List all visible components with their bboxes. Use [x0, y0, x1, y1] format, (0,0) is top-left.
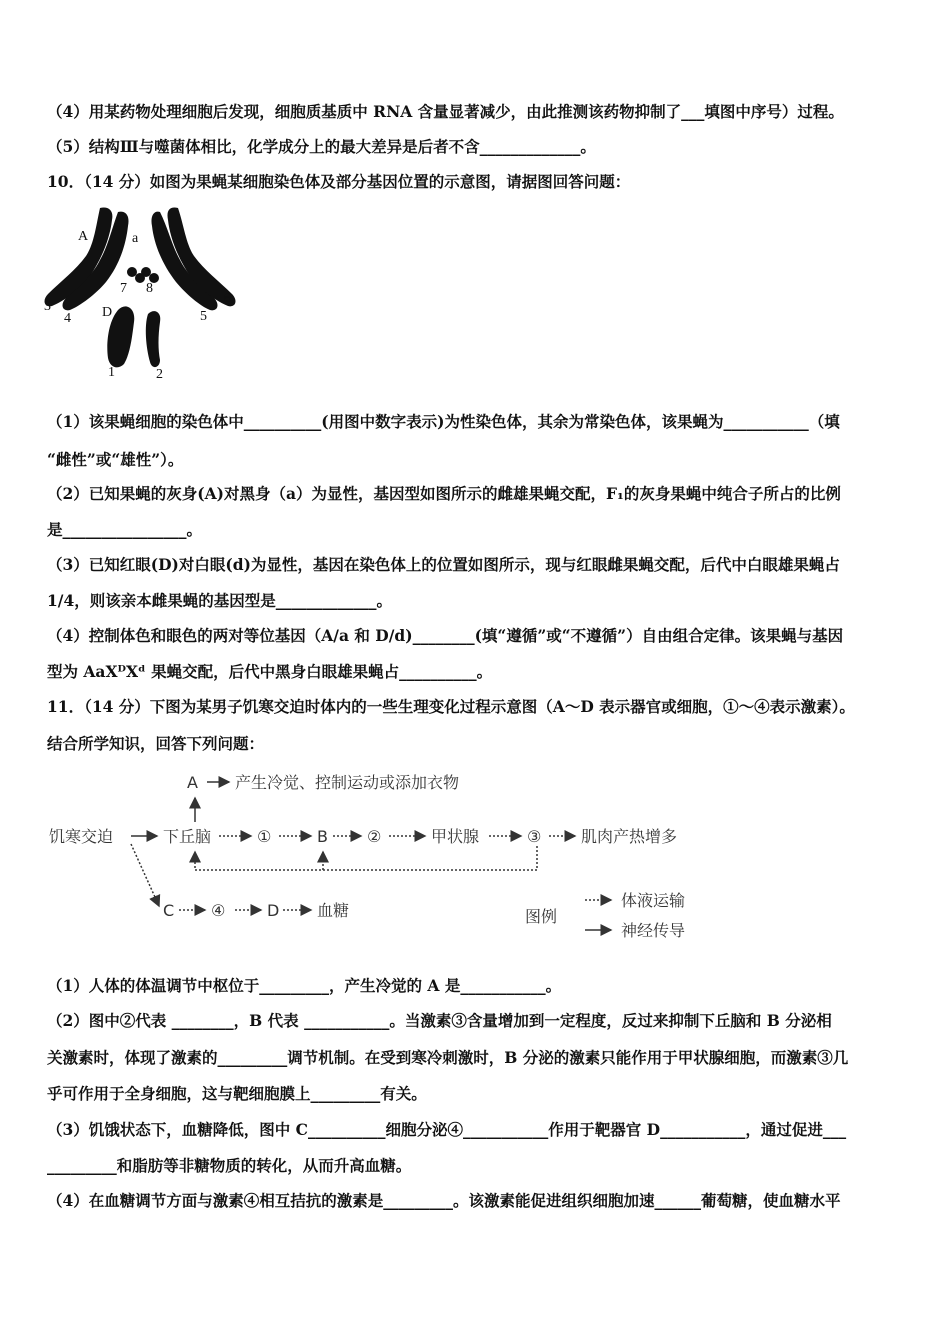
num-7: 7: [120, 281, 127, 296]
node-A: A: [187, 773, 198, 792]
q11-part3b: _________和脂肪等非糖物质的转化，从而升高血糖。: [47, 1156, 412, 1175]
node-A-effect: 产生冷觉、控制运动或添加衣物: [235, 773, 460, 792]
node-blood-sugar: 血糖: [317, 901, 350, 920]
num-1: 1: [108, 365, 115, 380]
q11-part1: （1）人体的体温调节中枢位于_________，产生冷觉的 A 是___________。: [47, 976, 562, 995]
q10-part2a: （2）已知果蝇的灰身(A)对黑身（a）为显性，基因型如图所示的雌雄果蝇交配，F₁的灰身果蝇中纯合子所占的比例: [47, 484, 841, 503]
q11-part4: （4）在血糖调节方面与激素④相互拮抗的激素是_________。该激素能促进组织细胞加速______葡萄糖，使血糖水平: [47, 1191, 841, 1210]
q10-part4b: 型为 AaXᴰXᵈ 果蝇交配，后代中黑身白眼雄果蝇占__________。: [47, 662, 493, 681]
num-4: 4: [64, 311, 71, 326]
node-hormone-4: ④: [211, 901, 226, 920]
q11-part2a: （2）图中②代表 ________，B 代表 ___________。当激素③含量增加到一定程度，反过来抑制下丘脑和 B 分泌相: [47, 1011, 832, 1030]
q10-part1b: “雌性”或“雄性”）。: [47, 450, 184, 469]
num-6: 6: [224, 291, 231, 306]
q10-part1a: （1）该果蝇细胞的染色体中__________(用图中数字表示)为性染色体，其余为常染色体，该果蝇为___________（填: [47, 412, 840, 431]
q10-part3b: 1/4，则该亲本雌果蝇的基因型是_____________。: [47, 591, 392, 610]
gene-D: D: [102, 305, 113, 320]
q11-heading: 11．（14 分）下图为某男子饥寒交迫时体内的一些生理变化过程示意图（A～D 表示器官或细胞，①～④表示激素）。: [47, 697, 855, 716]
q10-part2b: 是________________。: [47, 520, 203, 539]
gene-A: A: [78, 229, 89, 244]
q10-part4a: （4）控制体色和眼色的两对等位基因（A/a 和 D/d)________(填“遵循”或“不遵循”）自由组合定律。该果蝇与基因: [47, 626, 844, 645]
node-thyroid: 甲状腺: [431, 827, 480, 846]
node-hormone-1: ①: [257, 827, 272, 846]
num-5: 5: [200, 309, 207, 324]
node-D: D: [267, 901, 280, 920]
num-2: 2: [156, 367, 163, 382]
node-cold-hunger: 饥寒交迫: [49, 827, 114, 846]
node-C: C: [163, 901, 175, 920]
node-hypothalamus: 下丘脑: [163, 827, 212, 846]
q10-heading-text: 10．（14 分）如图为果蝇某细胞染色体及部分基因位置的示意图，请据图回答问题：: [47, 172, 631, 191]
num-3: 3: [44, 299, 51, 314]
chromosome-figure: [40, 198, 240, 383]
gene-a: a: [132, 231, 139, 246]
q11-part2b: 关激素时，体现了激素的_________调节机制。在受到寒冷刺激时，B 分泌的激素只能作用于甲状腺细胞，而激素③几: [47, 1048, 849, 1067]
legend-title: 图例: [525, 907, 558, 926]
node-hormone-3: ③: [527, 827, 542, 846]
chromosome-2: [146, 311, 160, 367]
q11-part2c: 乎可作用于全身细胞，这与靶细胞膜上_________有关。: [47, 1084, 427, 1103]
node-hormone-2: ②: [367, 827, 382, 846]
regulation-flow-diagram: [45, 760, 705, 950]
legend-fluid: 体液运输: [621, 891, 686, 910]
q10-heading: [47, 172, 630, 192]
num-8: 8: [146, 281, 153, 296]
q10-part3a: （3）已知红眼(D)对白眼(d)为显性，基因在染色体上的位置如图所示，现与红眼雌果蝇交配，后代中白眼雄果蝇占: [47, 555, 840, 574]
chromosome-8: [141, 267, 151, 277]
legend-nerve: 神经传导: [621, 921, 686, 940]
q11-part3a: （3）饥饿状态下，血糖降低，图中 C__________细胞分泌④___________作用于靶器官 D___________，通过促进___: [47, 1120, 847, 1139]
node-B: B: [317, 827, 328, 846]
q9-part5: （5）结构Ⅲ与噬菌体相比，化学成分上的最大差异是后者不含_____________。: [47, 137, 596, 156]
q11-heading2: 结合所学知识，回答下列问题：: [47, 734, 265, 753]
node-muscle: 肌肉产热增多: [581, 827, 678, 846]
q9-part4: （4）用某药物处理细胞后发现，细胞质基质中 RNA 含量显著减少，由此推测该药物抑制了___填图中序号）过程。: [47, 102, 844, 121]
chromosome-7: [127, 267, 137, 277]
